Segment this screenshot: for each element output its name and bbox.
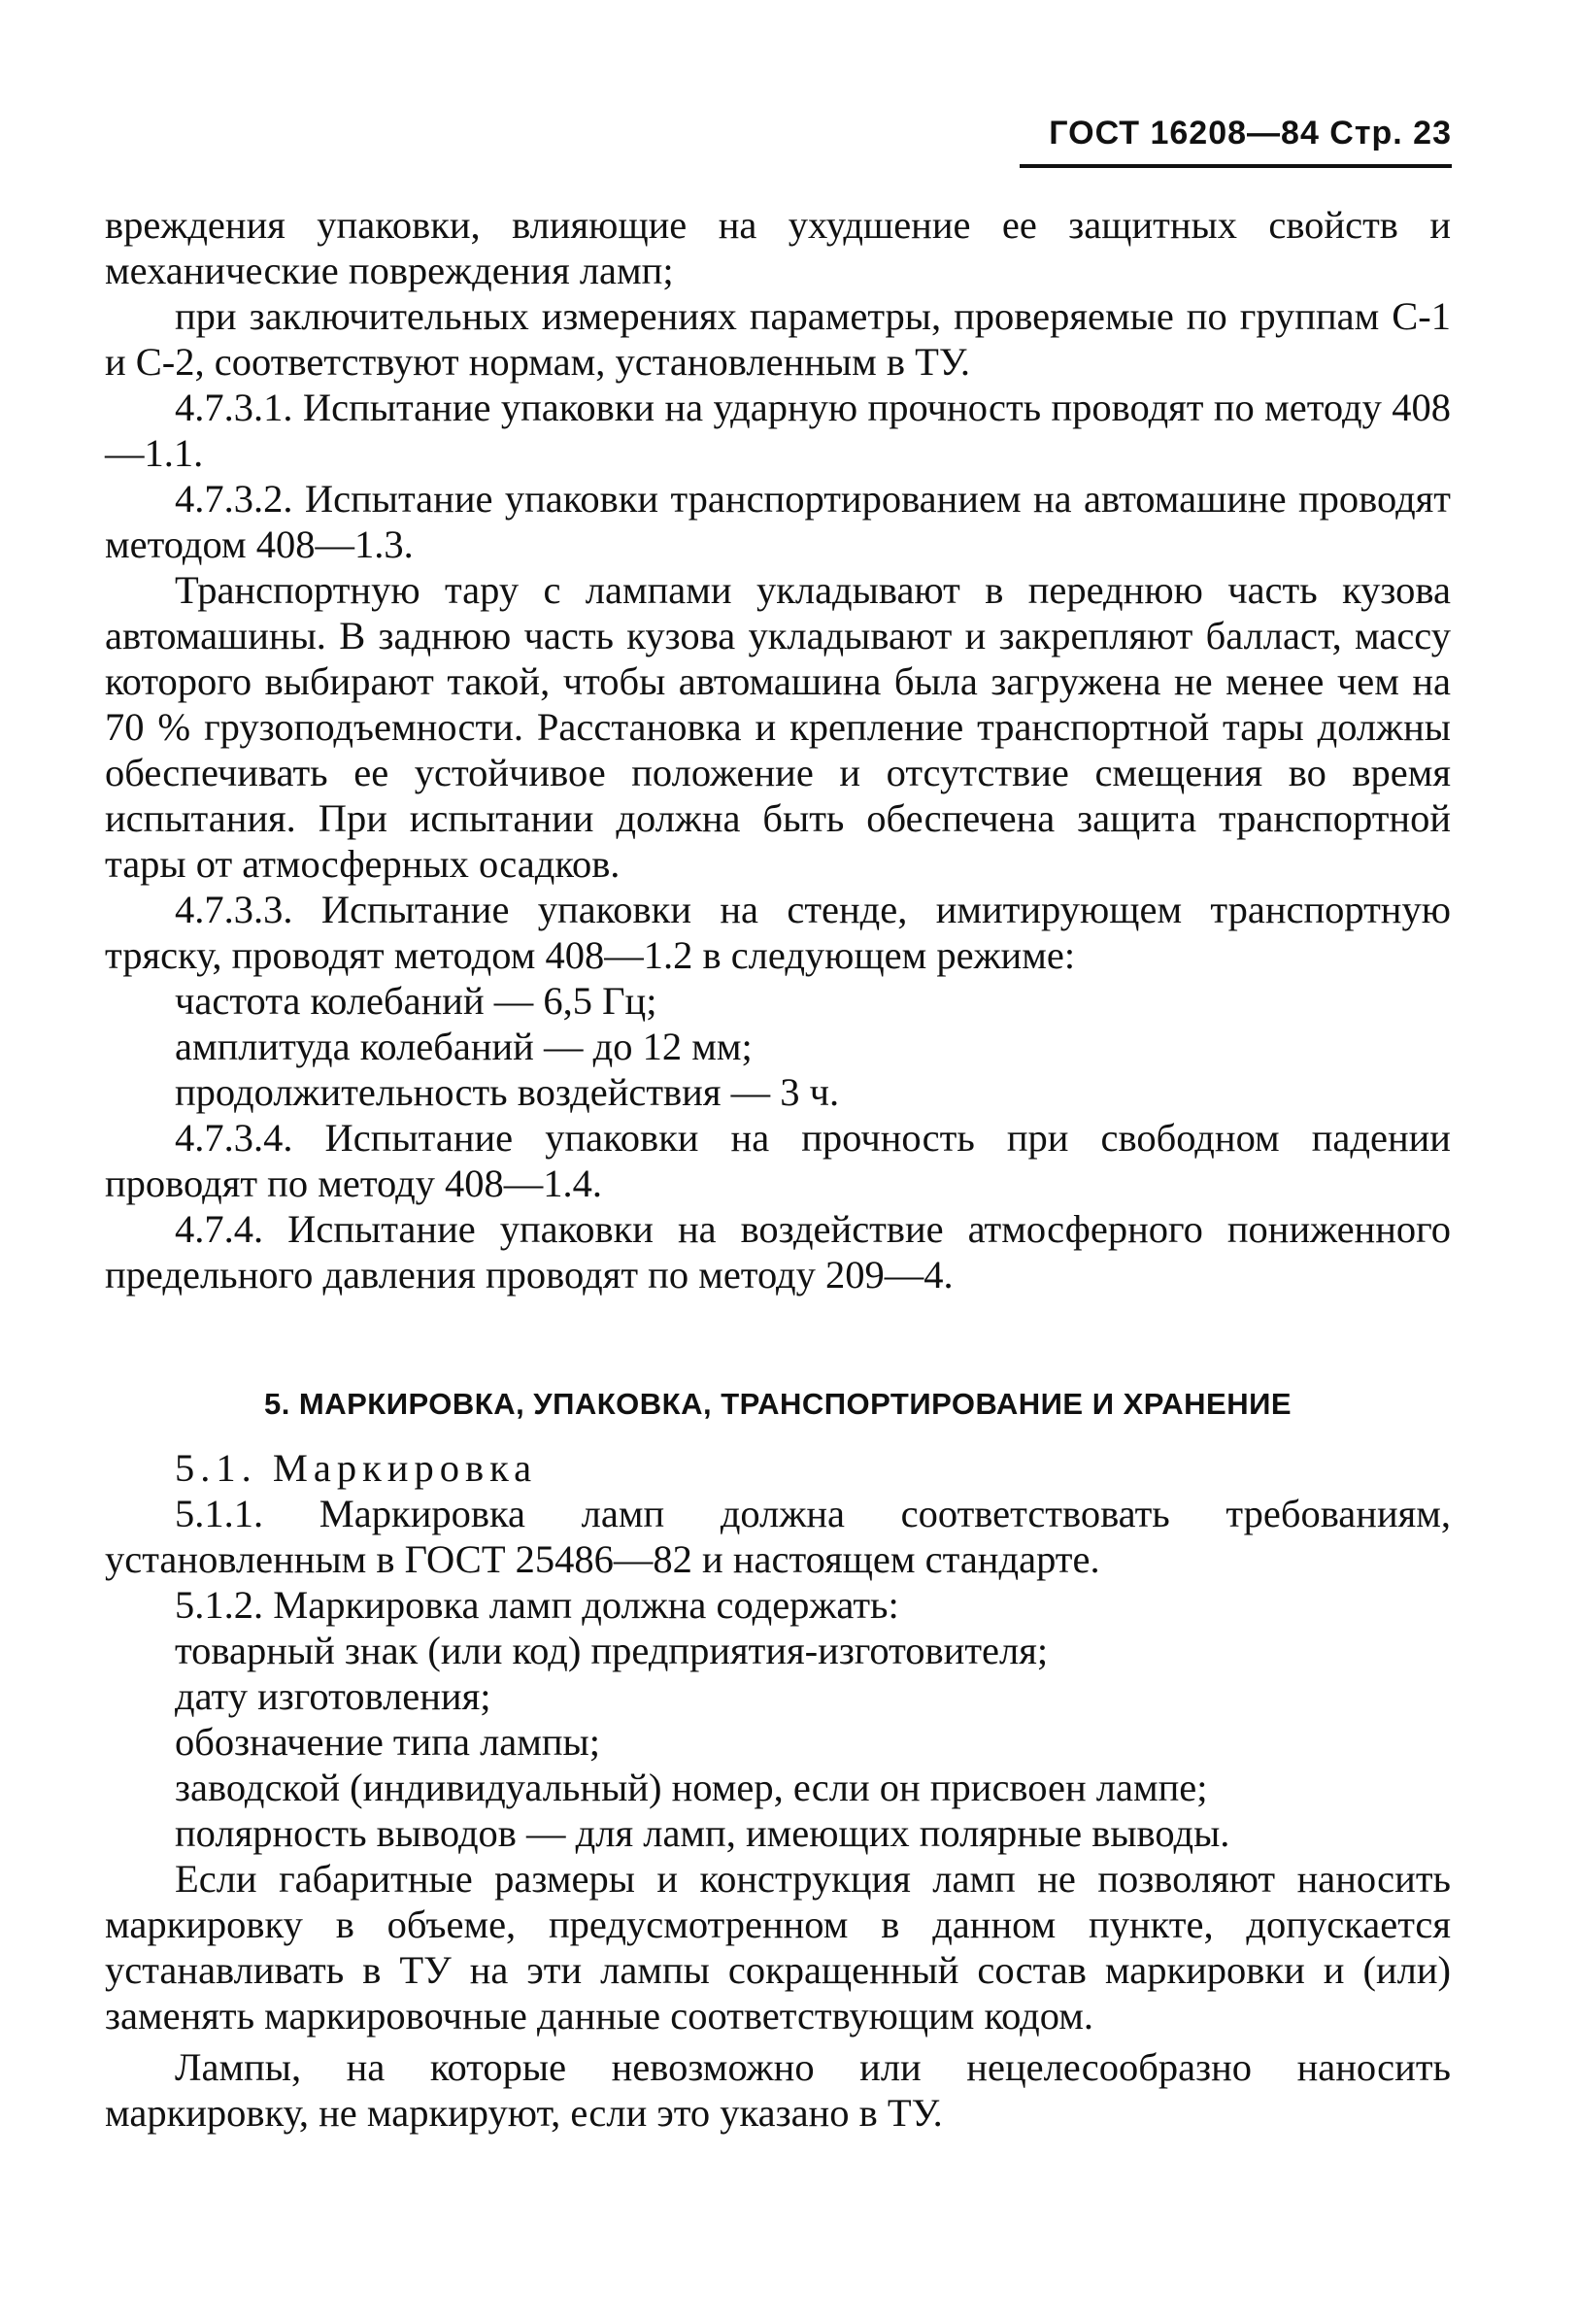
paragraph-transport-tare: Транспортную тару с лампами укладывают в переднюю часть кузова автомашины. В заднюю часть кузова укладывают и закрепляют балласт, массу которого выбирают такой, чтобы автомашина была загружена не менее чем на 70 % грузоподъемности. Расстановка и крепление транспортной тары должны обеспечивать ее устойчивое положение и отсутствие смещения во время испытания. При испытании должна быть обеспечена защита транспортной тары от атмосферных осадков. <box>105 568 1451 886</box>
header-rule <box>1020 164 1452 168</box>
paragraph-dimensions: Если габаритные размеры и конструкция ламп не позволяют наносить маркировку в объеме, предусмотренном в данном пункте, допускается устанавливать в ТУ на эти лампы сокращенный состав маркировки и (или) заменять маркировочные данные соответствующим кодом. <box>105 1857 1451 2038</box>
paragraph-final-measurements: при заключительных измерениях параметры, проверяемые по группам С-1 и С-2, соответствуют нормам, установленным в ТУ. <box>105 294 1451 384</box>
paragraph-5-1-2: 5.1.2. Маркировка ламп должна содержать: <box>175 1583 899 1627</box>
paragraph-4-7-3-4: 4.7.3.4. Испытание упаковки на прочность при свободном падении проводят по методу 408—1.4. <box>105 1116 1451 1205</box>
paragraph-continuation: вреждения упаковки, влияющие на ухудшение ее защитных свойств и механические повреждения ламп; <box>105 203 1451 292</box>
list-item-serial: заводской (индивидуальный) номер, если он присвоен лампе; <box>175 1766 1208 1809</box>
subsection-title: 5.1. Маркировка <box>175 1446 538 1490</box>
list-item-date: дату изготовления; <box>175 1674 491 1718</box>
list-item-amplitude: амплитуда колебаний — до 12 мм; <box>175 1025 753 1068</box>
paragraph-5-1-1: 5.1.1. Маркировка ламп должна соответствовать требованиям, установленным в ГОСТ 25486—82 и настоящем стандарте. <box>105 1492 1451 1581</box>
list-item-polarity: полярность выводов — для ламп, имеющих полярные выводы. <box>175 1811 1230 1855</box>
list-item-duration: продолжительность воздействия — 3 ч. <box>175 1070 840 1114</box>
paragraph-no-marking: Лампы, на которые невозможно или нецелесообразно наносить маркировку, не маркируют, если это указано в ТУ. <box>105 2045 1451 2135</box>
list-item-trademark: товарный знак (или код) предприятия-изготовителя; <box>175 1629 1049 1672</box>
paragraph-4-7-3-2: 4.7.3.2. Испытание упаковки транспортированием на автомашине проводят методом 408—1.3. <box>105 477 1451 566</box>
page-body <box>105 202 1451 2136</box>
header-title: ГОСТ 16208—84 Стр. 23 <box>1049 115 1452 152</box>
list-item-type: обозначение типа лампы; <box>175 1720 601 1764</box>
list-item-frequency: частота колебаний — 6,5 Гц; <box>175 979 657 1023</box>
page-header <box>1020 115 1452 168</box>
paragraph-4-7-4: 4.7.4. Испытание упаковки на воздействие атмосферного пониженного предельного давления проводят по методу 209—4. <box>105 1207 1451 1297</box>
paragraph-4-7-3-3: 4.7.3.3. Испытание упаковки на стенде, имитирующем транспортную тряску, проводят методом 408—1.2 в следующем режиме: <box>105 888 1451 977</box>
paragraph-4-7-3-1: 4.7.3.1. Испытание упаковки на ударную прочность проводят по методу 408—1.1. <box>105 386 1451 475</box>
section-title: 5. МАРКИРОВКА, УПАКОВКА, ТРАНСПОРТИРОВАНИЕ И ХРАНЕНИЕ <box>263 1387 1293 1421</box>
